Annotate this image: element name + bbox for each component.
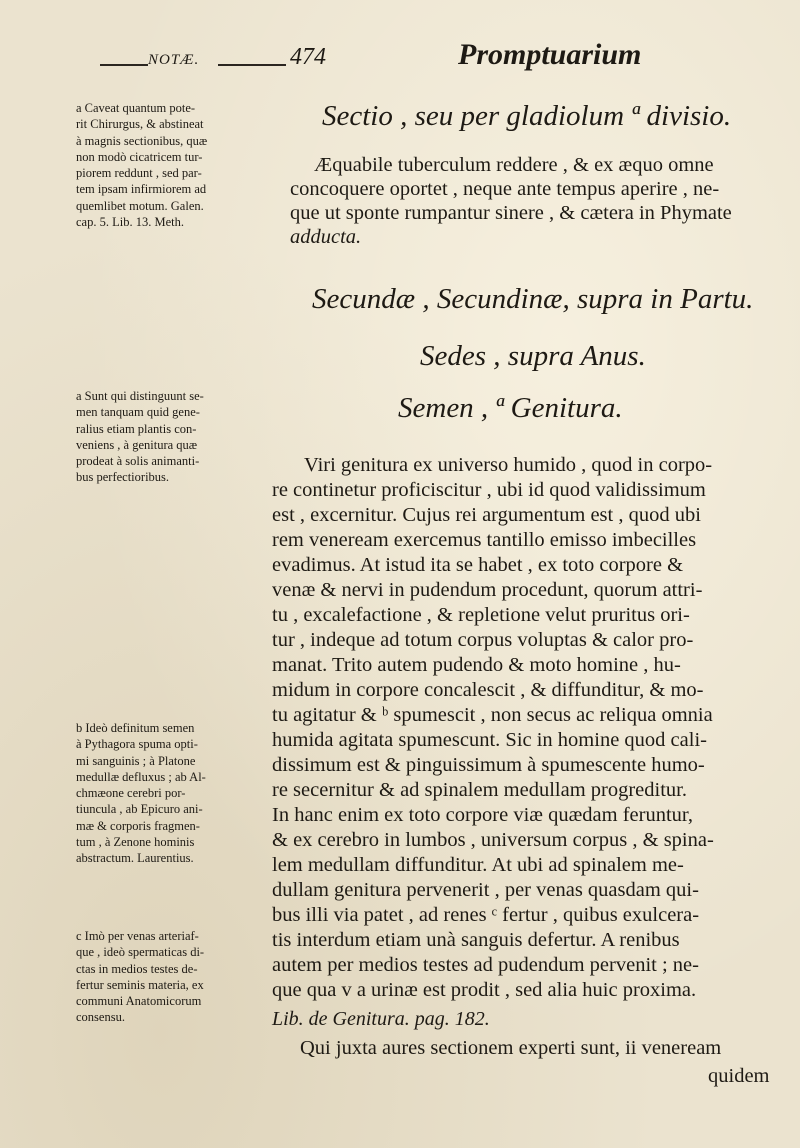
semen-line: In hanc enim ex toto corpore viæ quædam feruntur, — [272, 804, 694, 826]
note-line: mæ & corporis fragmen- — [76, 818, 200, 833]
note-line: communi Anatomicorum — [76, 994, 202, 1009]
heading-secundae: Secundæ , Secundinæ, supra in Partu. — [312, 283, 754, 315]
semen-line: midum in corpore concalescit , & diffunditur, & mo- — [272, 679, 704, 701]
note-line: que , ideò spermaticas di- — [76, 945, 205, 960]
note-line: piorem reddunt , sed par- — [76, 166, 202, 181]
note-line: consensu. — [76, 1010, 125, 1025]
sectio-line: Æquabile tuberculum reddere , & ex æquo omne — [314, 154, 714, 176]
note-line: abstractum. Laurentius. — [76, 851, 194, 866]
note-line: à Pythagora spuma opti- — [76, 737, 198, 752]
semen-line: venæ & nervi in pudendum procedunt, quorum attri- — [272, 579, 703, 601]
semen-tail-line: quidem — [708, 1065, 770, 1087]
heading-sectio: Sectio , seu per gladiolum ª divisio. — [322, 100, 732, 132]
sectio-line: concoquere oportet , neque ante tempus aperire , ne- — [290, 178, 720, 200]
note-line: fertur seminis materia, ex — [76, 977, 204, 992]
note-line: chmæone cerebri por- — [76, 786, 186, 801]
semen-line: manat. Trito autem pudendo & moto homine , hu- — [272, 654, 681, 676]
note-line: rit Chirurgus, & abstineat — [76, 117, 204, 132]
semen-line: re continetur proficiscitur , ubi id quod validissimum — [272, 479, 706, 501]
semen-line: Viri genitura ex universo humido , quod in corpo- — [304, 454, 713, 476]
margin-note-a2 — [76, 388, 266, 486]
note-line: mi sanguinis ; à Platone — [76, 753, 196, 768]
semen-line: est , excernitur. Cujus rei argumentum est , quod ubi — [272, 504, 701, 526]
semen-line: bus illi via patet , ad renes ᶜ fertur , quibus exulcera- — [272, 904, 700, 926]
semen-line: humida agitata spumescunt. Sic in homine quod cali- — [272, 729, 707, 751]
semen-line: & ex cerebro in lumbos , universum corpus , & spina- — [272, 829, 714, 851]
heading-semen: Semen , ª Genitura. — [398, 392, 623, 424]
semen-line: tu , excalefactione , & repletione velut pruritus ori- — [272, 604, 690, 626]
note-line: ralius etiam plantis con- — [76, 421, 197, 436]
page-number: 474 — [290, 44, 326, 70]
note-line: tiuncula , ab Epicuro ani- — [76, 802, 203, 817]
sectio-line: adducta. — [290, 226, 362, 248]
note-line: bus perfectioribus. — [76, 470, 170, 485]
margin-note-a1 — [76, 100, 266, 230]
note-line: ctas in medios testes de- — [76, 961, 198, 976]
semen-line: autem per medios testes ad pudendum pervenit ; ne- — [272, 954, 699, 976]
note-line: prodeat à solis animanti- — [76, 454, 200, 469]
notae-label: NOTÆ. — [148, 52, 200, 68]
note-line: c Imò per venas arteriaf- — [76, 929, 199, 943]
note-line: veniens , à genitura quæ — [76, 437, 198, 452]
note-line: tum , à Zenone hominis — [76, 835, 195, 850]
note-line: quemlibet motum. Galen. — [76, 198, 204, 213]
semen-tail-line: Qui juxta aures sectionem experti sunt, ii veneream — [300, 1037, 722, 1059]
semen-line: dullam genitura pervenerit , per venas quasdam qui- — [272, 879, 699, 901]
semen-line: re secernitur & ad spinalem medullam progreditur. — [272, 779, 687, 801]
semen-line: tur , indeque ad totum corpus voluptas & calor pro- — [272, 629, 694, 651]
sectio-line: que ut sponte rumpantur sinere , & cætera in Phymate — [290, 202, 732, 224]
semen-line: tis interdum etiam unà sanguis defertur. A renibus — [272, 929, 680, 951]
note-line: tem ipsam infirmiorem ad — [76, 182, 207, 197]
semen-source: Lib. de Genitura. pag. 182. — [272, 1008, 490, 1030]
heading-sedes: Sedes , supra Anus. — [420, 340, 646, 372]
margin-note-b — [76, 720, 266, 867]
note-line: cap. 5. Lib. 13. Meth. — [76, 215, 184, 230]
note-line: medullæ defluxus ; ab Al- — [76, 769, 206, 784]
semen-line: lem medullam diffunditur. At ubi ad spinalem me- — [272, 854, 684, 876]
note-line: a Caveat quantum pote- — [76, 101, 196, 115]
header-rule-left — [100, 64, 148, 66]
semen-line: dissimum est & pinguissimum à spumescente humo- — [272, 754, 705, 776]
note-line: men tanquam quid gene- — [76, 405, 200, 420]
note-line: à magnis sectionibus, quæ — [76, 133, 208, 148]
running-head: Promptuarium — [458, 38, 642, 71]
semen-line: que qua v a urinæ est prodit , sed alia huic proxima. — [272, 979, 697, 1001]
semen-line: tu agitatur & ᵇ spumescit , non secus ac reliqua omnia — [272, 704, 713, 726]
semen-line: evadimus. At istud ita se habet , ex toto corpore & — [272, 554, 684, 576]
margin-note-c — [76, 928, 266, 1026]
note-line: b Ideò definitum semen — [76, 721, 195, 735]
header-rule-mid — [218, 64, 286, 66]
note-line: a Sunt qui distinguunt se- — [76, 389, 204, 403]
note-line: non modò cicatricem tur- — [76, 149, 203, 164]
semen-line: rem veneream exercemus tantillo emisso imbecilles — [272, 529, 697, 551]
